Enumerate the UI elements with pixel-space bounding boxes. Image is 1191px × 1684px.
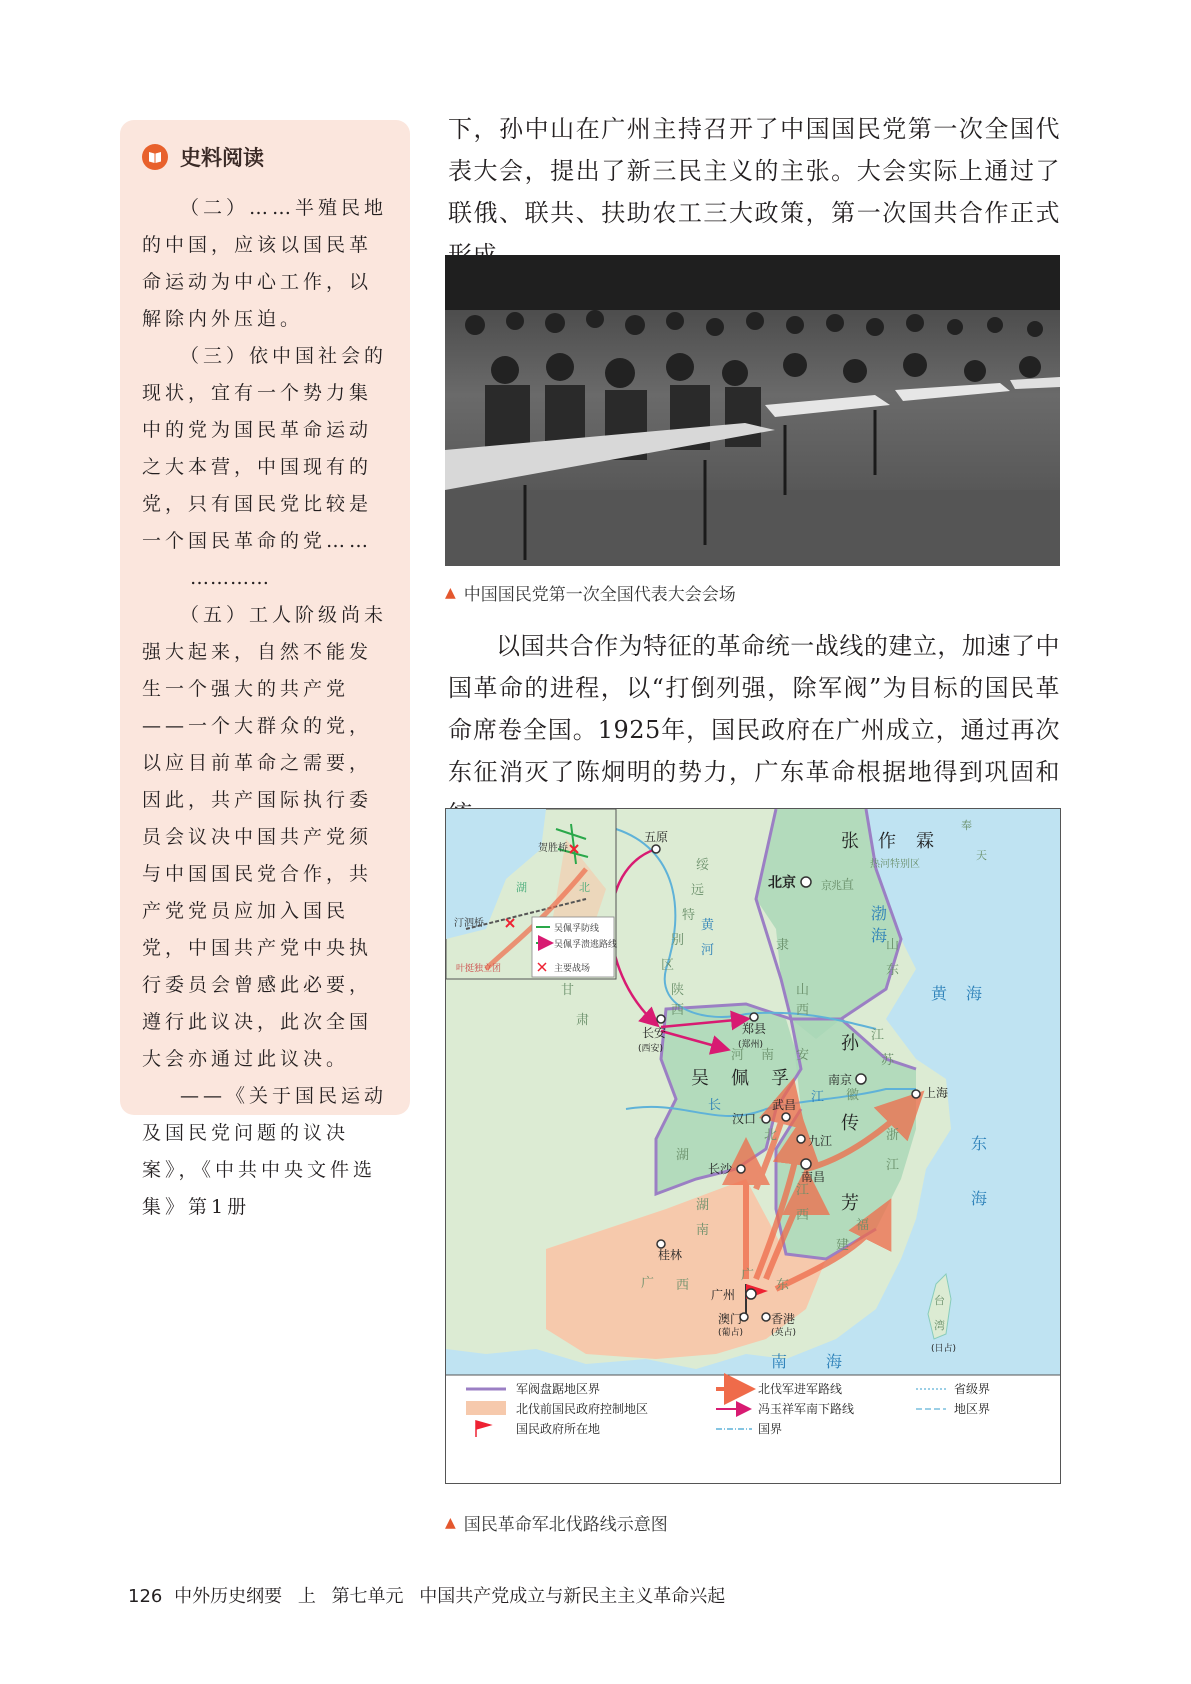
city-zhengxian: 郑县 <box>742 1022 767 1036</box>
fujian-1: 福 <box>856 1218 870 1233</box>
city-wuchang: 武昌 <box>772 1098 797 1112</box>
source-paragraph-2: （二）……半殖民地的中国，应该以国民革命运动为中心工作，以解除内外压迫。 <box>142 197 388 330</box>
photo-caption <box>445 580 736 605</box>
body-paragraph-2: 以国共合作为特征的革命统一战线的建立，加速了中国革命的进程，以“打倒列强，除军阀”为目标的国民革命席卷全国。1925年，国民政府在广州成立，通过再次东征消灭了陈炯明的势力，广东革命根据地得到巩固和 <box>448 632 1060 786</box>
source-citation: ——《关于国民运动及国民党问题的议决案》，《中共中央文件选集》第1册 <box>142 1085 388 1218</box>
shaanxi-1: 陕 <box>671 983 685 998</box>
map-caption-text: 国民革命军北伐路线示意图 <box>463 1515 668 1535</box>
city-hongkong: 香港 <box>771 1312 796 1326</box>
city-shanghai: 上海 <box>924 1086 949 1100</box>
city-nanjing: 南京 <box>828 1073 853 1087</box>
yellowriver-1: 黄 <box>701 918 715 933</box>
yangtze-2: 江 <box>811 1090 825 1105</box>
legend-border: 国界 <box>758 1422 783 1436</box>
inset-bei-label: 北 <box>579 881 590 894</box>
triangle-icon: ▲ <box>445 584 456 601</box>
suiyuan-4: 别 <box>671 933 685 948</box>
northern-expedition-map <box>445 808 1061 1484</box>
shanxi-1: 山 <box>796 983 810 998</box>
zhili-1: 直 <box>841 878 855 893</box>
jiangxi-1: 江 <box>796 1183 810 1198</box>
gansu-1: 甘 <box>561 983 575 998</box>
suiyuan-3: 特 <box>682 908 696 923</box>
map-canvas <box>446 809 1061 1484</box>
inset-legend-retreat: 吴佩孚溃逃路线 <box>554 940 618 950</box>
fujian-2: 建 <box>836 1238 850 1253</box>
city-hankou: 汉口 <box>732 1112 757 1126</box>
zhang-label-2: 作 <box>878 831 896 852</box>
city-macao-note: (葡占) <box>718 1328 744 1338</box>
bohai-2: 海 <box>871 926 888 945</box>
city-xian-note: (西安) <box>638 1044 664 1054</box>
jiangsu-2: 苏 <box>881 1053 895 1068</box>
jiangxi-2: 西 <box>796 1208 810 1223</box>
inset-legend-line: 吴佩孚防线 <box>554 924 600 934</box>
source-paragraph-5: （五）工人阶级尚未强大起来，自然不能发生一个强大的共产党——一个大群众的党，以应目前革命之需要，因此，共产国际执行委员会议决中国共产党须与中国国民党合作，共产党党员应加入国民党，中国共产党中央执行委员会曾感此必要，遵行此议决，此次全国大会亦通过此议决。 <box>142 604 388 1070</box>
fengtian-2: 天 <box>976 849 987 862</box>
zhejiang-2: 江 <box>886 1158 900 1173</box>
city-hongkong-note: (英占) <box>771 1328 797 1338</box>
triangle-icon: ▲ <box>445 1514 456 1531</box>
inset-hu-label: 湖 <box>516 881 527 894</box>
guangdong-2: 东 <box>776 1278 790 1293</box>
inset-hesheng-label: 贺胜桥 <box>538 843 568 854</box>
taiwan-1: 台 <box>934 1294 945 1307</box>
source-reading-box <box>120 120 410 1218</box>
jingzhao-1: 京 <box>821 879 832 892</box>
legend-region: 地区界 <box>954 1402 991 1416</box>
unit-title: 中国共产党成立与新民主主义革命兴起 <box>419 1586 726 1607</box>
guangxi-1: 广 <box>641 1276 655 1291</box>
yangtze-1: 长 <box>708 1098 722 1113</box>
sun-label-3: 芳 <box>841 1193 859 1214</box>
nationalist-area-icon <box>466 1401 506 1415</box>
source-reading-title: 史料阅读 <box>180 146 264 170</box>
wu-label-1: 吴 <box>691 1068 709 1089</box>
anhui-2: 徽 <box>846 1088 860 1103</box>
hubei-1: 湖 <box>676 1148 690 1163</box>
legend-expedition: 北伐军进军路线 <box>758 1382 843 1396</box>
shanxi-2: 西 <box>796 1003 810 1018</box>
city-changan: 长安 <box>642 1026 667 1040</box>
city-nanchang: 南昌 <box>801 1170 826 1184</box>
city-guilin: 桂林 <box>658 1248 683 1262</box>
congress-photo <box>445 255 1060 566</box>
zhang-label-3: 霖 <box>916 831 934 852</box>
legend-nationalist: 北伐前国民政府控制地区 <box>516 1402 649 1416</box>
legend-gov-seat: 国民政府所在地 <box>516 1422 601 1436</box>
suiyuan-2: 远 <box>691 883 705 898</box>
shandong-1: 山 <box>886 938 900 953</box>
yellowriver-2: 河 <box>701 943 715 958</box>
zhili-2: 隶 <box>776 938 790 953</box>
city-taiwan-note: (日占) <box>931 1344 957 1354</box>
fengtian-1: 奉 <box>961 819 972 832</box>
map-legend <box>446 1375 1061 1484</box>
suiyuan-5: 区 <box>661 958 675 973</box>
yellowsea-1: 黄 <box>931 984 948 1003</box>
volume-label: 上 <box>297 1586 316 1607</box>
city-beijing: 北京 <box>768 875 796 891</box>
eastsea-1: 东 <box>971 1134 988 1153</box>
zhang-label-1: 张 <box>841 831 859 852</box>
congress-hall-image <box>445 255 1060 566</box>
unit-label: 第七单元 <box>331 1586 404 1607</box>
bohai-1: 渤 <box>871 904 888 923</box>
source-reading-text <box>142 190 392 1226</box>
gansu-2: 肃 <box>576 1013 590 1028</box>
city-macao: 澳门 <box>718 1312 743 1326</box>
legend-feng: 冯玉祥军南下路线 <box>758 1402 855 1416</box>
inset-map <box>446 809 617 979</box>
guangxi-2: 西 <box>676 1278 690 1293</box>
henan-2: 南 <box>761 1048 775 1063</box>
city-guangzhou: 广州 <box>711 1288 736 1302</box>
hunan-2: 南 <box>696 1223 710 1238</box>
shaanxi-2: 西 <box>671 1003 685 1018</box>
page-number: 126 <box>128 1586 163 1607</box>
city-jiujiang: 九江 <box>808 1134 833 1148</box>
legend-province: 省级界 <box>954 1382 991 1396</box>
page-footer <box>128 1582 735 1608</box>
henan-1: 河 <box>731 1048 745 1063</box>
guangdong-1: 广 <box>741 1268 755 1283</box>
source-reading-header <box>142 142 264 172</box>
source-ellipsis: ………… <box>190 567 270 589</box>
jingzhao-2: 兆 <box>831 879 842 892</box>
source-paragraph-3: （三）依中国社会的现状，宜有一个势力集中的党为国民革命运动之大本营，中国现有的党，只有国民党比较是一个国民革命的党…… <box>142 345 388 552</box>
inset-ye-label: 叶挺独立团 <box>456 964 502 974</box>
city-zhengzhou-note: (郑州) <box>738 1040 764 1050</box>
wu-label-2: 佩 <box>731 1068 749 1089</box>
hunan-1: 湖 <box>696 1198 710 1213</box>
zhejiang-1: 浙 <box>886 1128 900 1143</box>
region-rehe: 热河特别区 <box>870 859 920 870</box>
wu-label-3: 孚 <box>771 1068 789 1089</box>
sun-label-2: 传 <box>841 1113 859 1134</box>
shandong-2: 东 <box>886 963 900 978</box>
inset-legend-battle: 主要战场 <box>554 964 591 974</box>
map-caption <box>445 1510 668 1535</box>
legend-warlord: 军阀盘踞地区界 <box>516 1382 601 1396</box>
inset-tingsi-label: 汀泗桥 <box>454 918 484 929</box>
southsea-2: 海 <box>826 1352 843 1371</box>
body-paragraph-1: 下，孙中山在广州主持召开了中国国民党第一次全国代表大会，提出了新三民主义的主张。大会实际上通过了联俄、联共、扶助农工三大政策，第一次国共合作正式 <box>448 115 1060 227</box>
book-icon <box>142 144 168 170</box>
anhui-1: 安 <box>796 1048 810 1063</box>
photo-caption-text: 中国国民党第一次全国代表大会会场 <box>463 585 736 605</box>
city-changsha: 长沙 <box>708 1162 733 1176</box>
sun-label-1: 孙 <box>841 1033 859 1054</box>
suiyuan-1: 绥 <box>696 858 710 873</box>
eastsea-2: 海 <box>971 1189 988 1208</box>
taiwan-2: 湾 <box>934 1319 945 1332</box>
hubei-2: 北 <box>764 1128 778 1143</box>
book-title: 中外历史纲要 <box>174 1586 283 1607</box>
southsea-1: 南 <box>771 1352 788 1371</box>
jiangsu-1: 江 <box>871 1028 885 1043</box>
yellowsea-2: 海 <box>966 984 983 1003</box>
city-wuyuan: 五原 <box>644 830 669 844</box>
